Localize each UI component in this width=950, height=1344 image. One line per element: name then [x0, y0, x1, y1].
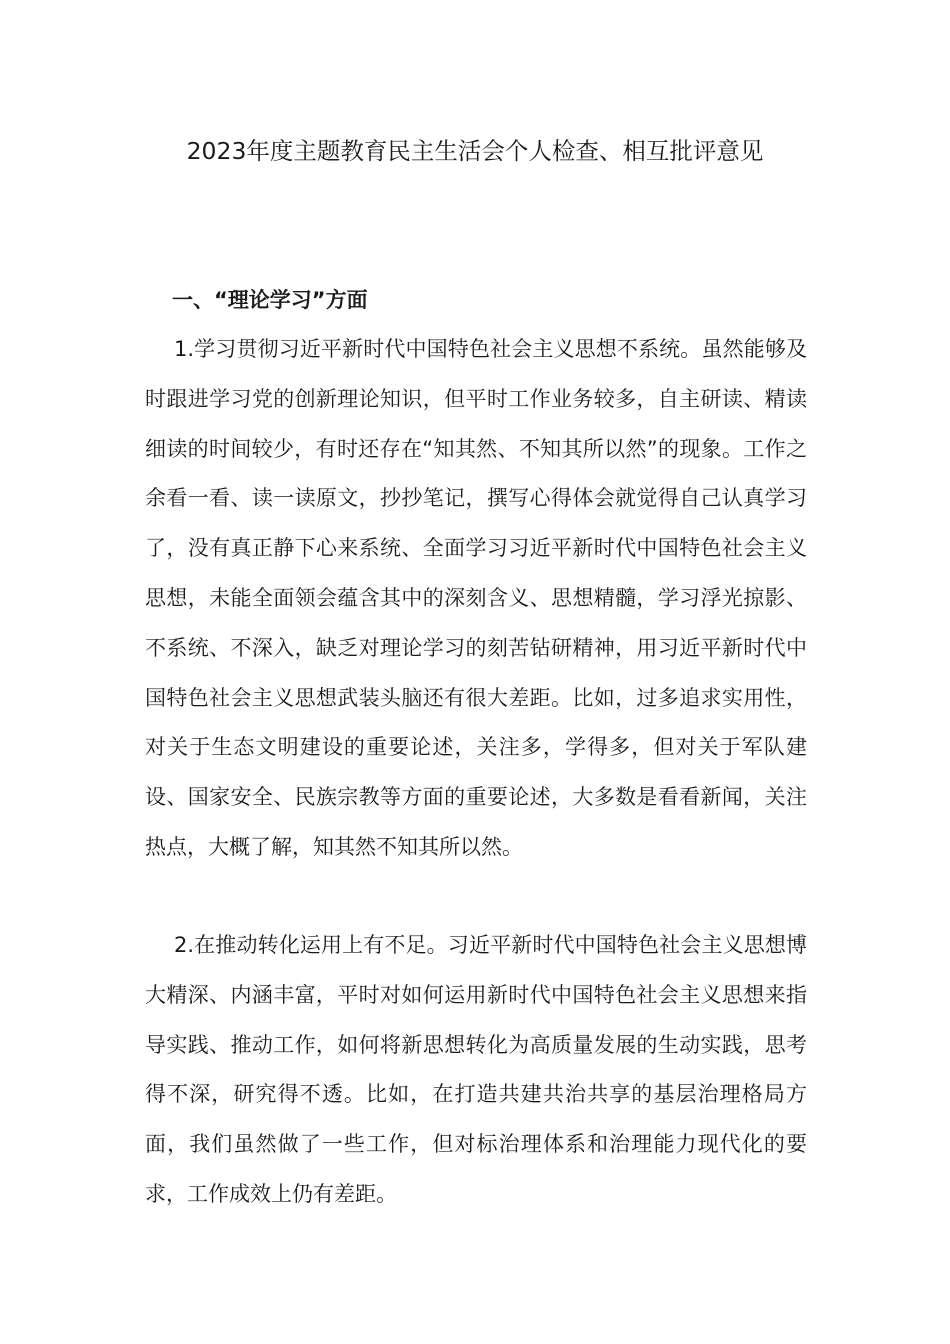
section-heading: 一、“理论学习”方面	[172, 288, 368, 312]
document-title: 2023年度主题教育民主生活会个人检查、相互批评意见	[186, 137, 764, 165]
paragraph-1: 1.学习贯彻习近平新时代中国特色社会主义思想不系统。虽然能够及时跟进学习党的创新理论知识，但平时工作业务较多，自主研读、精读细读的时间较少，有时还存在“知其然、不知其所以然”的现象。工作之余看一看、读一读原文，抄抄笔记，撰写心得体会就觉得自己认真学习了，没有真正静下心来系统、全面学习习近平新时代中国特色社会主义思想，未能全面领会蕴含其中的深刻含义、思想精髓，学习浮光掠影、不系统、不深入，缺乏对理论学习的刻苦钻研精神，用习近平新时代中国特色社会主义思想武装头脑还有很大差距。比如，过多追求实用性，对关于生态文明建设的重要论述，关注多，学得多，但对关于军队建设、国家安全、民族宗教等方面的重要论述，大多数是看看新闻，关注热点，大概了解，知其然不知其所以然。	[145, 337, 807, 859]
paragraph-2: 2.在推动转化运用上有不足。习近平新时代中国特色社会主义思想博大精深、内涵丰富，平时对如何运用新时代中国特色社会主义思想来指导实践、推动工作，如何将新思想转化为高质量发展的生动实践，思考得不深，研究得不透。比如，在打造共建共治共享的基层治理格局方面，我们虽然做了一些工作，但对标治理体系和治理能力现代化的要求，工作成效上仍有差距。	[145, 933, 807, 1206]
